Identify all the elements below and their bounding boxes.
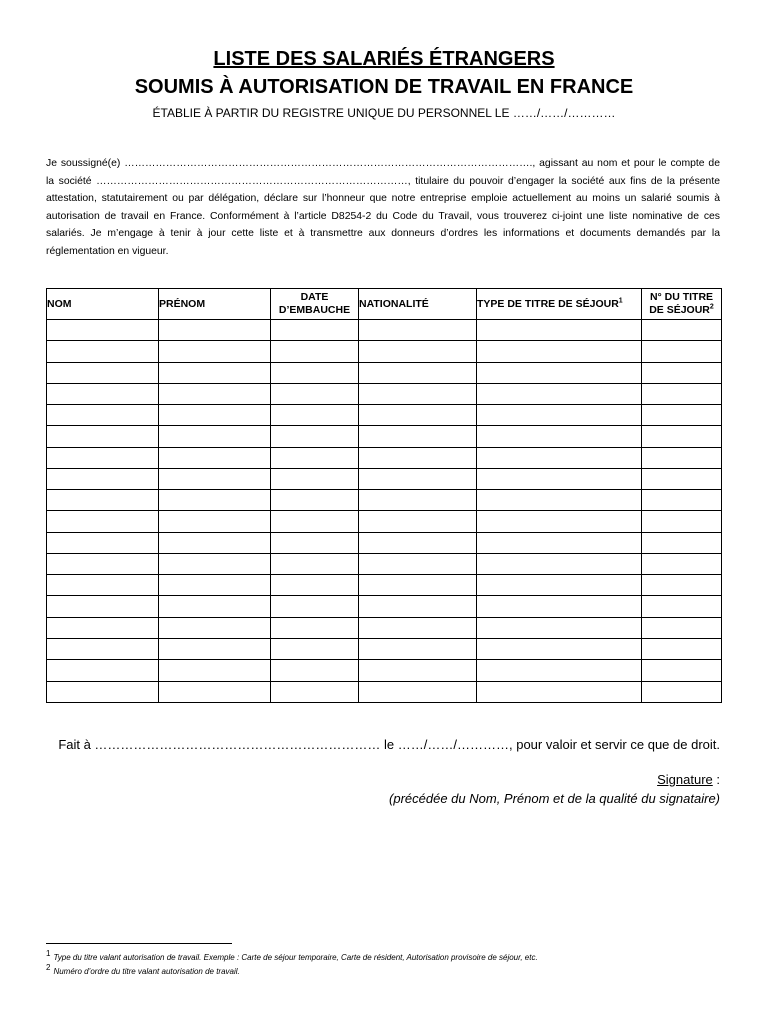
footnote-ref-2: 2: [709, 303, 714, 311]
footnote-2: [46, 963, 240, 978]
table-cell[interactable]: [159, 362, 271, 383]
table-cell[interactable]: [359, 681, 477, 702]
table-row: [47, 405, 722, 426]
table-cell[interactable]: [159, 681, 271, 702]
table-cell[interactable]: [642, 617, 722, 638]
table-cell[interactable]: [47, 426, 159, 447]
header-nationalite: NATIONALITÉ: [359, 289, 477, 320]
table-cell[interactable]: [271, 617, 359, 638]
table-cell[interactable]: [271, 447, 359, 468]
table-cell[interactable]: [359, 617, 477, 638]
table-row: [47, 511, 722, 532]
table-cell[interactable]: [47, 383, 159, 404]
table-cell[interactable]: [359, 575, 477, 596]
subtitle: ÉTABLIE À PARTIR DU REGISTRE UNIQUE DU PERSONNEL LE ……/……/…………: [152, 106, 616, 120]
header-num-titre-line2: DE SÉJOUR: [649, 304, 710, 316]
table-cell[interactable]: [477, 405, 642, 426]
title-line-1: LISTE DES SALARIÉS ÉTRANGERS: [213, 48, 555, 70]
table-cell[interactable]: [642, 575, 722, 596]
table-cell[interactable]: [271, 405, 359, 426]
table-cell[interactable]: [642, 596, 722, 617]
table-cell[interactable]: [47, 447, 159, 468]
table-cell[interactable]: [271, 681, 359, 702]
header-prenom: PRÉNOM: [159, 289, 271, 320]
table-cell[interactable]: [642, 553, 722, 574]
table-cell[interactable]: [159, 383, 271, 404]
table-cell[interactable]: [642, 490, 722, 511]
table-cell[interactable]: [477, 468, 642, 489]
table-cell[interactable]: [359, 405, 477, 426]
table-cell[interactable]: [642, 638, 722, 659]
signature-colon: :: [712, 772, 720, 787]
footnote-1-text: Type du titre valant autorisation de travail. Exemple : Carte de séjour temporaire, Carte de résident, Autorisation provisoire de séjour, etc.: [53, 953, 538, 962]
header-nom: NOM: [47, 289, 159, 320]
table-cell[interactable]: [159, 638, 271, 659]
footnote-1-number: 1: [46, 949, 51, 959]
table-cell[interactable]: [159, 575, 271, 596]
fait-a-line: Fait à ………………………………………………………… le ……/……/…………, pour valoir et servir ce que de droit.: [58, 737, 720, 752]
table-cell[interactable]: [359, 447, 477, 468]
table-row: [47, 362, 722, 383]
footnote-ref-1: 1: [618, 297, 623, 304]
table-cell[interactable]: [359, 468, 477, 489]
table-cell[interactable]: [642, 681, 722, 702]
table-cell[interactable]: [47, 468, 159, 489]
table-cell[interactable]: [271, 638, 359, 659]
table-cell[interactable]: [271, 383, 359, 404]
table-cell[interactable]: [359, 553, 477, 574]
table-cell[interactable]: [477, 575, 642, 596]
table-cell[interactable]: [642, 341, 722, 362]
footnote-1: [46, 949, 538, 964]
table-cell[interactable]: [359, 638, 477, 659]
table-cell[interactable]: [159, 341, 271, 362]
table-row: [47, 660, 722, 681]
table-cell[interactable]: [477, 426, 642, 447]
header-type-titre: [477, 289, 642, 320]
table-cell[interactable]: [271, 426, 359, 447]
header-date-line2: D’EMBAUCHE: [278, 304, 351, 316]
table-cell[interactable]: [477, 553, 642, 574]
signature-note: (précédée du Nom, Prénom et de la qualité du signataire): [389, 791, 720, 806]
employees-table: [46, 288, 722, 703]
table-cell[interactable]: [47, 320, 159, 341]
table-cell[interactable]: [271, 596, 359, 617]
table-cell[interactable]: [477, 511, 642, 532]
header-date-line1: DATE: [300, 291, 329, 303]
table-row: [47, 320, 722, 341]
table-cell[interactable]: [477, 617, 642, 638]
table-cell[interactable]: [477, 596, 642, 617]
table-cell[interactable]: [642, 447, 722, 468]
table-cell[interactable]: [642, 511, 722, 532]
table-cell[interactable]: [359, 362, 477, 383]
table-cell[interactable]: [159, 617, 271, 638]
table-cell[interactable]: [271, 362, 359, 383]
table-cell[interactable]: [359, 341, 477, 362]
table-cell[interactable]: [642, 320, 722, 341]
table-cell[interactable]: [47, 596, 159, 617]
table-cell[interactable]: [477, 490, 642, 511]
table-cell[interactable]: [642, 532, 722, 553]
table-cell[interactable]: [159, 447, 271, 468]
signature-label: Signature: [657, 772, 713, 787]
table-row: [47, 426, 722, 447]
table-cell[interactable]: [47, 405, 159, 426]
table-cell[interactable]: [159, 532, 271, 553]
table-row: [47, 468, 722, 489]
table-cell[interactable]: [477, 681, 642, 702]
table-cell[interactable]: [47, 553, 159, 574]
table-cell[interactable]: [359, 596, 477, 617]
table-cell[interactable]: [159, 660, 271, 681]
table-row: [47, 490, 722, 511]
table-cell[interactable]: [642, 405, 722, 426]
table-row: [47, 596, 722, 617]
table-cell[interactable]: [47, 660, 159, 681]
header-num-titre: [642, 289, 722, 320]
table-cell[interactable]: [359, 511, 477, 532]
header-num-titre-line1: N° DU TITRE: [649, 291, 714, 303]
table-cell[interactable]: [271, 660, 359, 681]
table-row: [47, 341, 722, 362]
footnote-2-number: 2: [46, 963, 51, 973]
table-cell[interactable]: [477, 341, 642, 362]
table-cell[interactable]: [477, 660, 642, 681]
table-cell[interactable]: [271, 341, 359, 362]
table-cell[interactable]: [642, 426, 722, 447]
table-cell[interactable]: [642, 660, 722, 681]
table-cell[interactable]: [47, 681, 159, 702]
table-cell[interactable]: [359, 426, 477, 447]
title-line-2: SOUMIS À AUTORISATION DE TRAVAIL EN FRANCE: [134, 76, 634, 98]
table-cell[interactable]: [159, 490, 271, 511]
table-cell[interactable]: [359, 320, 477, 341]
table-cell[interactable]: [47, 511, 159, 532]
table-cell[interactable]: [47, 575, 159, 596]
table-cell[interactable]: [47, 362, 159, 383]
table-cell[interactable]: [359, 532, 477, 553]
table-cell[interactable]: [47, 638, 159, 659]
table-cell[interactable]: [159, 468, 271, 489]
table-row: [47, 447, 722, 468]
table-cell[interactable]: [271, 532, 359, 553]
table-row: [47, 553, 722, 574]
table-cell[interactable]: [477, 383, 642, 404]
footnote-2-text: Numéro d’ordre du titre valant autorisation de travail.: [53, 967, 240, 976]
footnote-divider: [46, 943, 232, 944]
table-row: [47, 681, 722, 702]
table-cell[interactable]: [642, 468, 722, 489]
table-header-row: [47, 289, 722, 320]
table-cell[interactable]: [47, 341, 159, 362]
header-type-titre-label: TYPE DE TITRE DE SÉJOUR: [477, 297, 619, 310]
table-cell[interactable]: [47, 532, 159, 553]
table-cell[interactable]: [477, 362, 642, 383]
table-cell[interactable]: [271, 553, 359, 574]
table-cell[interactable]: [271, 468, 359, 489]
table-cell[interactable]: [159, 553, 271, 574]
table-cell[interactable]: [159, 596, 271, 617]
table-cell[interactable]: [271, 575, 359, 596]
table-cell[interactable]: [359, 660, 477, 681]
table-cell[interactable]: [477, 638, 642, 659]
table-cell[interactable]: [159, 405, 271, 426]
table-cell[interactable]: [359, 383, 477, 404]
table-cell[interactable]: [47, 490, 159, 511]
table-cell[interactable]: [271, 511, 359, 532]
table-cell[interactable]: [477, 532, 642, 553]
table-cell[interactable]: [159, 320, 271, 341]
intro-paragraph: Je soussigné(e) ………………………………………………………………………………………………………., agissant au nom et pour le compte de la société ………………………………………………………………………………, titulaire du pouvoir d’engager la société aux fins de la présente attestation, statutairement ou par délégation, déclare sur l’honneur que notre entreprise emploie actuellement au moins un salarié soumis à autorisation de travail en France. Conformément à l’article D8254-2 du Code du Travail, vous trouverez ci-joint une liste nominative de ces salariés. Je m’engage à tenir à jour cette liste et à transmettre aux donneurs d’ordres les informations et documents demandés par la réglementation en vigueur.: [46, 158, 720, 257]
table-body: [47, 320, 722, 703]
table-cell[interactable]: [159, 511, 271, 532]
table-row: [47, 575, 722, 596]
table-cell[interactable]: [477, 447, 642, 468]
header-date-embauche: [271, 289, 359, 320]
table-cell[interactable]: [477, 320, 642, 341]
table-cell[interactable]: [359, 490, 477, 511]
table-cell[interactable]: [642, 362, 722, 383]
table-cell[interactable]: [159, 426, 271, 447]
table-row: [47, 638, 722, 659]
table-cell[interactable]: [271, 490, 359, 511]
table-cell[interactable]: [642, 383, 722, 404]
table-row: [47, 617, 722, 638]
table-row: [47, 383, 722, 404]
table-row: [47, 532, 722, 553]
table-cell[interactable]: [271, 320, 359, 341]
signature-heading: [657, 771, 720, 789]
table-cell[interactable]: [47, 617, 159, 638]
